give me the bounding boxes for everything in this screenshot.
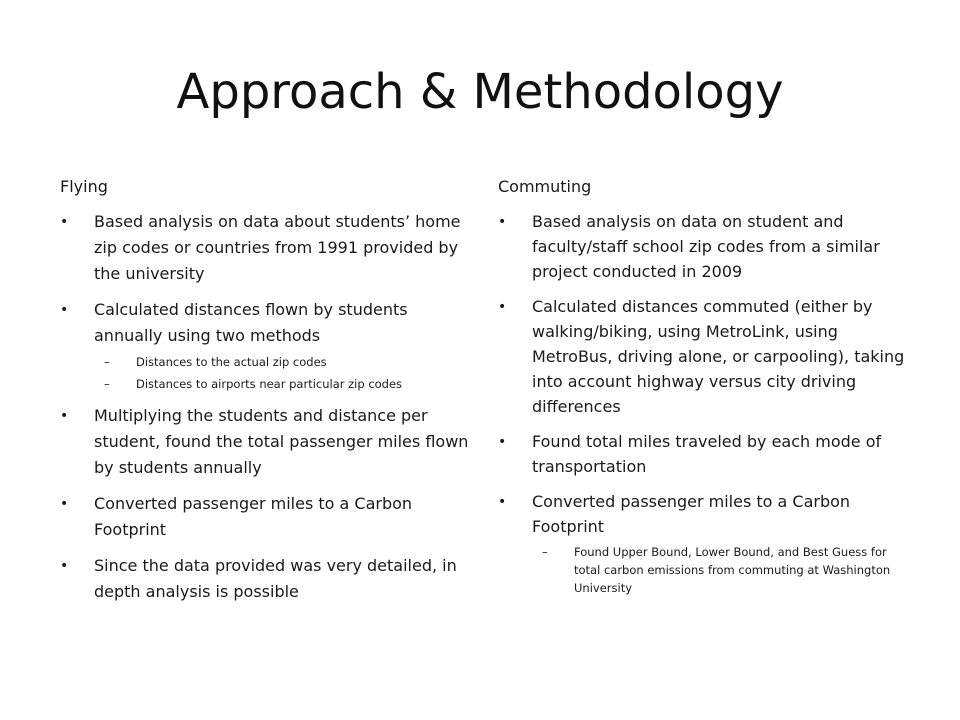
bullet-text: Since the data provided was very detailed, in depth analysis is possible (94, 556, 457, 601)
sub-bullet-list (532, 543, 908, 597)
bullet-icon: • (498, 299, 507, 315)
sub-bullet-text: Found Upper Bound, Lower Bound, and Best Guess for total carbon emissions from commuting at Washington University (574, 545, 891, 595)
dash-icon: – (104, 377, 110, 391)
flying-heading: Flying (60, 177, 108, 196)
dash-icon: – (542, 545, 548, 559)
bullet-text: Calculated distances commuted (either by walking/biking, using MetroLink, using MetroBus, driving alone, or carpooling), taking into account highway versus city driving differences (532, 297, 905, 416)
commuting-column (498, 176, 908, 607)
bullet-icon: • (498, 434, 507, 450)
bullet-text: Converted passenger miles to a Carbon Footprint (94, 494, 413, 539)
commuting-heading: Commuting (498, 177, 592, 196)
list-item (498, 209, 908, 284)
sub-list-item (94, 375, 470, 393)
dash-icon: – (104, 355, 110, 369)
flying-column (60, 176, 470, 615)
sub-bullet-text: Distances to airports near particular zip codes (136, 377, 403, 391)
bullet-text: Converted passenger miles to a Carbon Footprint (532, 492, 851, 536)
commuting-bullet-list (498, 209, 908, 597)
list-item (60, 553, 470, 605)
list-item (498, 429, 908, 479)
slide-title: Approach & Methodology (176, 64, 784, 120)
list-item (60, 491, 470, 543)
list-item (60, 297, 470, 393)
sub-list-item (94, 353, 470, 371)
bullet-icon: • (60, 302, 69, 318)
list-item (498, 489, 908, 597)
sub-list-item (532, 543, 908, 597)
bullet-text: Found total miles traveled by each mode of transportation (532, 432, 882, 476)
list-item (60, 209, 470, 287)
bullet-icon: • (60, 408, 69, 424)
sub-bullet-list (94, 353, 470, 393)
bullet-icon: • (498, 214, 507, 230)
bullet-icon: • (60, 496, 69, 512)
flying-bullet-list (60, 209, 470, 605)
bullet-text: Based analysis on data about students’ home zip codes or countries from 1991 provided by the university (94, 212, 461, 283)
sub-bullet-text: Distances to the actual zip codes (136, 355, 327, 369)
bullet-icon: • (60, 214, 69, 230)
bullet-text: Based analysis on data on student and faculty/staff school zip codes from a similar project conducted in 2009 (532, 212, 880, 281)
bullet-icon: • (498, 494, 507, 510)
list-item (498, 294, 908, 419)
list-item (60, 403, 470, 481)
bullet-text: Calculated distances flown by students annually using two methods (94, 300, 408, 345)
bullet-icon: • (60, 558, 69, 574)
bullet-text: Multiplying the students and distance per student, found the total passenger miles flown by students annually (94, 406, 469, 477)
